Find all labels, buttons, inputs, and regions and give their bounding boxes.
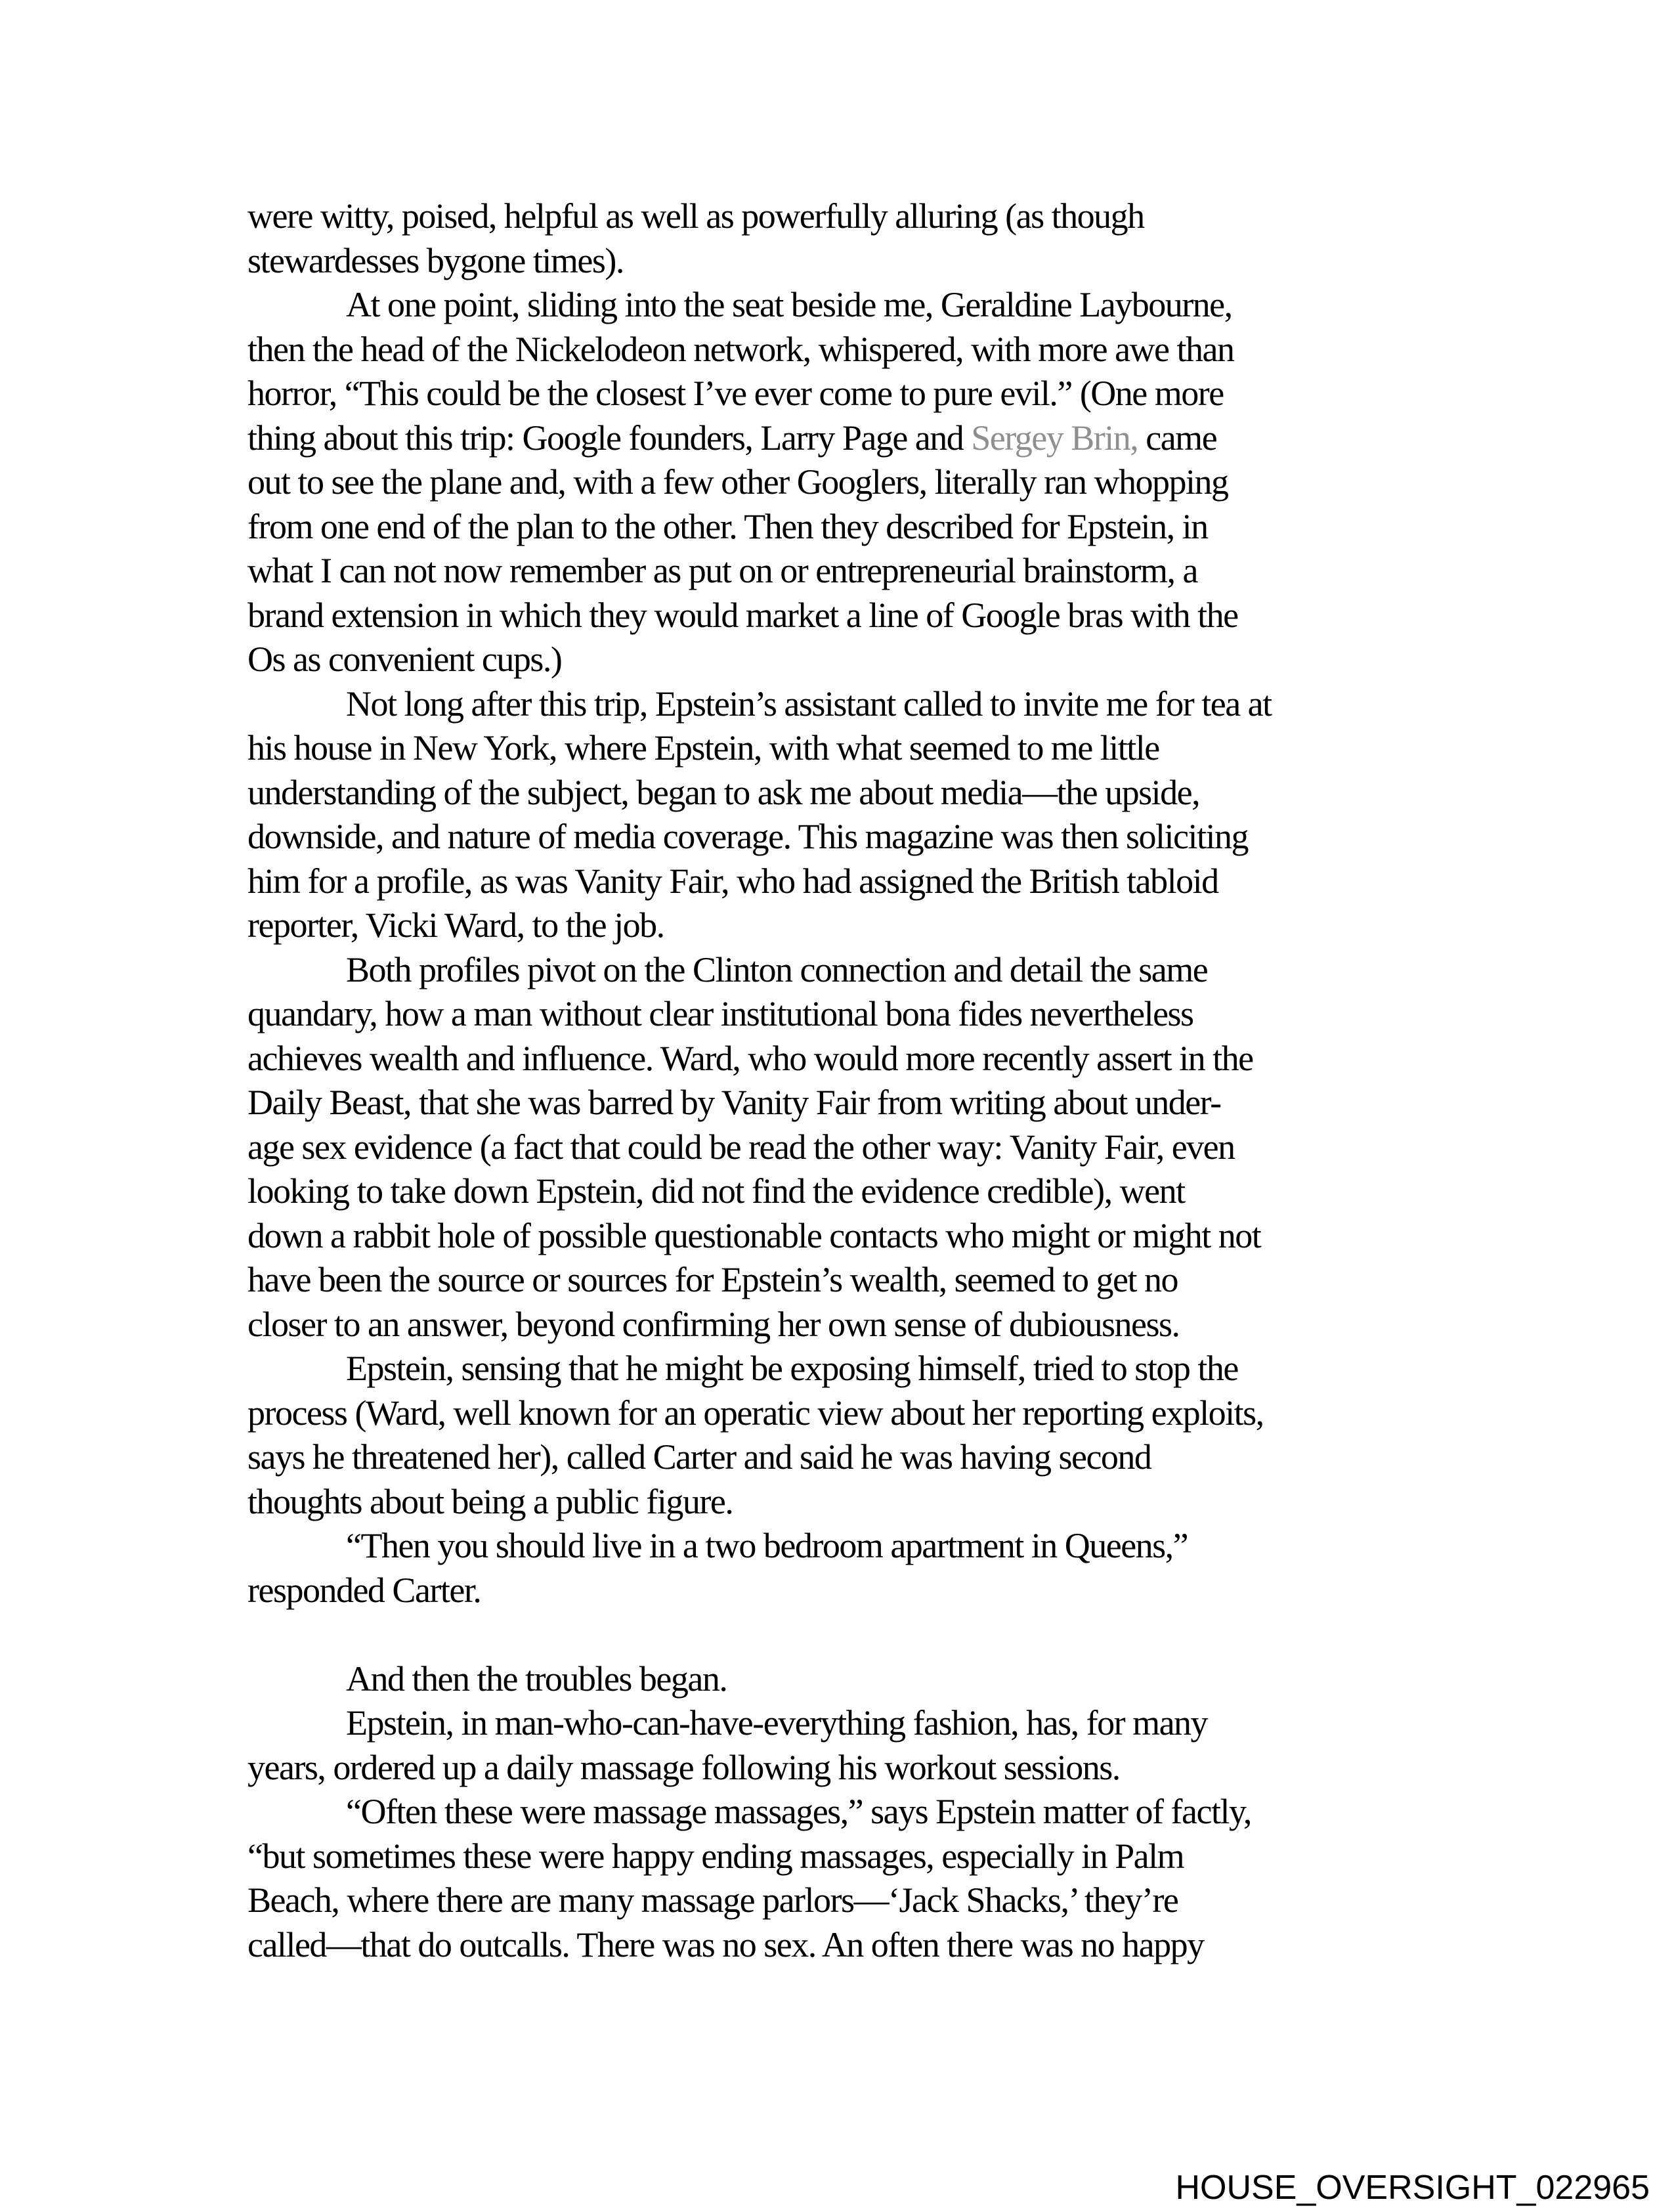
text-line [247,682,1469,727]
text-line [247,1169,1469,1214]
text-line [247,726,1469,771]
text-line [247,903,1469,948]
text-segment: “Often these were massage massages,” says Epstein matter of factly, [346,1792,1251,1831]
text-segment: process (Ward, well known for an operatic view about her reporting exploits, [247,1393,1264,1433]
text-segment: quandary, how a man without clear institutional bona fides nevertheless [247,994,1193,1033]
text-line [247,1746,1469,1790]
text-line [247,1258,1469,1303]
text-segment: years, ordered up a daily massage following his workout sessions. [247,1747,1120,1787]
text-line [247,1524,1469,1569]
text-line [247,328,1469,372]
text-line [247,460,1469,505]
text-segment: And then the troubles began. [346,1659,727,1699]
text-line [247,194,1469,239]
text-segment: thing about this trip: Google founders, Larry Page and [247,418,972,458]
text-line [247,1657,1469,1702]
text-segment: Daily Beast, that she was barred by Vanity Fair from writing about under- [247,1083,1221,1122]
text-segment: down a rabbit hole of possible questionable contacts who might or might not [247,1215,1261,1255]
text-segment: Epstein, sensing that he might be exposing himself, tried to stop the [346,1349,1238,1388]
text-segment: responded Carter. [247,1570,481,1610]
text-segment: him for a profile, as was Vanity Fair, who had assigned the British tabloid [247,861,1218,901]
text-segment: downside, and nature of media coverage. This magazine was then soliciting [247,817,1248,856]
text-line [247,815,1469,859]
text-segment: out to see the plane and, with a few other Googlers, literally ran whopping [247,462,1228,502]
text-line [247,1790,1469,1834]
text-line [247,549,1469,594]
blank-line [247,1613,1469,1657]
text-segment: brand extension in which they would market a line of Google bras with the [247,595,1238,635]
text-line [247,505,1469,550]
text-line [247,283,1469,328]
text-line [247,1923,1469,1968]
text-segment: thoughts about being a public figure. [247,1481,733,1521]
text-segment: were witty, poised, helpful as well as powerfully alluring (as though [247,196,1144,236]
text-line [247,1125,1469,1170]
text-line [247,1214,1469,1259]
text-segment: what I can not now remember as put on or entrepreneurial brainstorm, a [247,551,1197,590]
text-line [247,992,1469,1037]
text-segment: horror, “This could be the closest I’ve ever come to pure evil.” (One more [247,374,1224,413]
text-segment: says he threatened her), called Carter and said he was having second [247,1437,1151,1477]
text-line [247,1480,1469,1525]
text-line [247,1435,1469,1480]
text-segment: At one point, sliding into the seat beside me, Geraldine Laybourne, [346,285,1232,324]
text-segment: have been the source or sources for Epstein’s wealth, seemed to get no [247,1260,1178,1299]
text-segment: came [1138,418,1217,458]
text-line [247,1303,1469,1347]
text-line [247,1037,1469,1081]
text-line [247,1569,1469,1613]
text-segment: Os as convenient cups.) [247,640,562,679]
document-body-text [247,194,1469,1967]
text-line [247,638,1469,682]
text-line [247,1701,1469,1746]
text-segment: Epstein, in man-who-can-have-everything fashion, has, for many [346,1703,1208,1743]
text-line [247,1834,1469,1879]
text-segment: “Then you should live in a two bedroom apartment in Queens,” [346,1526,1188,1565]
text-segment: age sex evidence (a fact that could be read the other way: Vanity Fair, even [247,1127,1235,1167]
text-line [247,1878,1469,1923]
text-line [247,1081,1469,1125]
text-segment: looking to take down Epstein, did not find the evidence credible), went [247,1171,1185,1211]
grayed-name-text: Sergey Brin, [971,418,1138,458]
text-line [247,594,1469,638]
text-segment: closer to an answer, beyond confirming her own sense of dubiousness. [247,1304,1180,1344]
text-segment: Both profiles pivot on the Clinton connection and detail the same [346,949,1208,989]
text-segment: “but sometimes these were happy ending massages, especially in Palm [247,1836,1184,1876]
bates-stamp: HOUSE_OVERSIGHT_022965 [1175,2169,1650,2207]
text-line [247,948,1469,993]
text-line [247,372,1469,416]
text-segment: reporter, Vicki Ward, to the job. [247,905,664,945]
text-segment: achieves wealth and influence. Ward, who would more recently assert in the [247,1038,1253,1078]
text-segment: called—that do outcalls. There was no sex. An often there was no happy [247,1924,1204,1964]
text-line [247,771,1469,815]
text-line [247,1391,1469,1436]
text-segment: Not long after this trip, Epstein’s assistant called to invite me for tea at [346,683,1272,724]
text-segment: Beach, where there are many massage parlors—‘Jack Shacks,’ they’re [247,1880,1178,1920]
text-segment: understanding of the subject, began to ask me about media—the upside, [247,772,1200,812]
text-line [247,1347,1469,1391]
text-line [247,239,1469,284]
text-segment: stewardesses bygone times). [247,240,624,280]
text-line [247,859,1469,904]
text-segment: from one end of the plan to the other. Then they described for Epstein, in [247,506,1208,546]
text-segment: his house in New York, where Epstein, with what seemed to me little [247,728,1159,768]
text-segment: then the head of the Nickelodeon network, whispered, with more awe than [247,329,1234,369]
text-line [247,416,1469,461]
